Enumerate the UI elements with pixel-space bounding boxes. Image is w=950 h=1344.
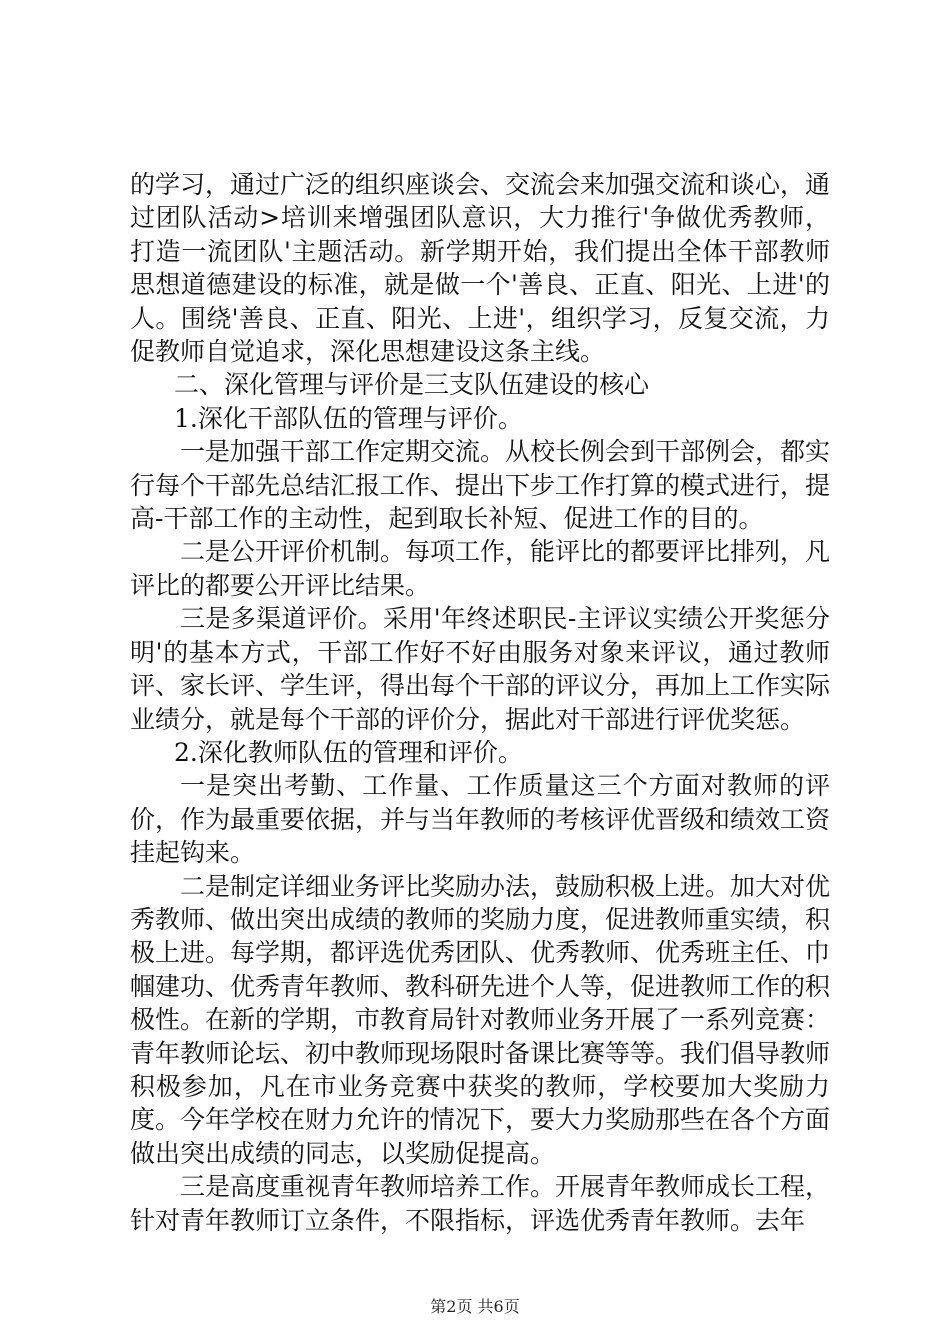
paragraph: 二是制定详细业务评比奖励办法，鼓励积极上进。加大对优秀教师、做出突出成绩的教师的奖励力度，促进教师重实绩，积极上进。每学期，都评选优秀团队、优秀教师、优秀班主任、巾帼建功、优秀青年教师、教科研先进个人等，促进教师工作的积极性。在新的学期，市教育局针对教师业务开展了一系列竞赛：青年教师论坛、初中教师现场限时备课比赛等等。我们倡导教师积极参加，凡在市业务竞赛中获奖的教师，学校要加大奖励力度。今年学校在财力允许的情况下，要大力奖励那些在各个方面做出突出成绩的同志，以奖励促提高。	[130, 871, 831, 1168]
paragraph-continued: 的学习，通过广泛的组织座谈会、交流会来加强交流和谈心，通过团队活动>培训来增强团队意识，大力推行'争做优秀教师，打造一流团队'主题活动。新学期开始，我们提出全体干部教师思想道德建设的标准，就是做一个'善良、正直、阳光、上进'的人。围绕'善良、正直、阳光、上进'，组织学习，反复交流，力促教师自觉追求，深化思想建设这条主线。	[130, 170, 831, 367]
paragraph: 一是突出考勤、工作量、工作质量这三个方面对教师的评价，作为最重要依据，并与当年教师的考核评优晋级和绩效工资挂起钩来。	[130, 771, 831, 868]
page-number-footer: 第2页 共6页	[430, 1297, 520, 1316]
document-body	[130, 168, 830, 1237]
paragraph: 一是加强干部工作定期交流。从校长例会到干部例会，都实行每个干部先总结汇报工作、提出下步工作打算的模式进行，提高-干部工作的主动性，起到取长补短、促进工作的目的。	[130, 437, 831, 534]
subsection-heading: 2.深化教师队伍的管理和评价。	[174, 737, 523, 767]
paragraph: 二是公开评价机制。每项工作，能评比的都要评比排列，凡评比的都要公开评比结果。	[130, 537, 831, 600]
paragraph: 三是高度重视青年教师培养工作。开展青年教师成长工程，针对青年教师订立条件，不限指标，评选优秀青年教师。去年	[130, 1172, 831, 1235]
paragraph: 三是多渠道评价。采用'年终述职民-主评议实绩公开奖惩分明'的基本方式，干部工作好不好由服务对象来评议，通过教师评、家长评、学生评，得出每个干部的评议分，再加上工作实际业绩分，就是每个干部的评价分，据此对干部进行评优奖惩。	[130, 604, 831, 734]
subsection-heading: 1.深化干部队伍的管理与评价。	[174, 403, 523, 433]
section-heading: 二、深化管理与评价是三支队伍建设的核心	[174, 370, 650, 400]
